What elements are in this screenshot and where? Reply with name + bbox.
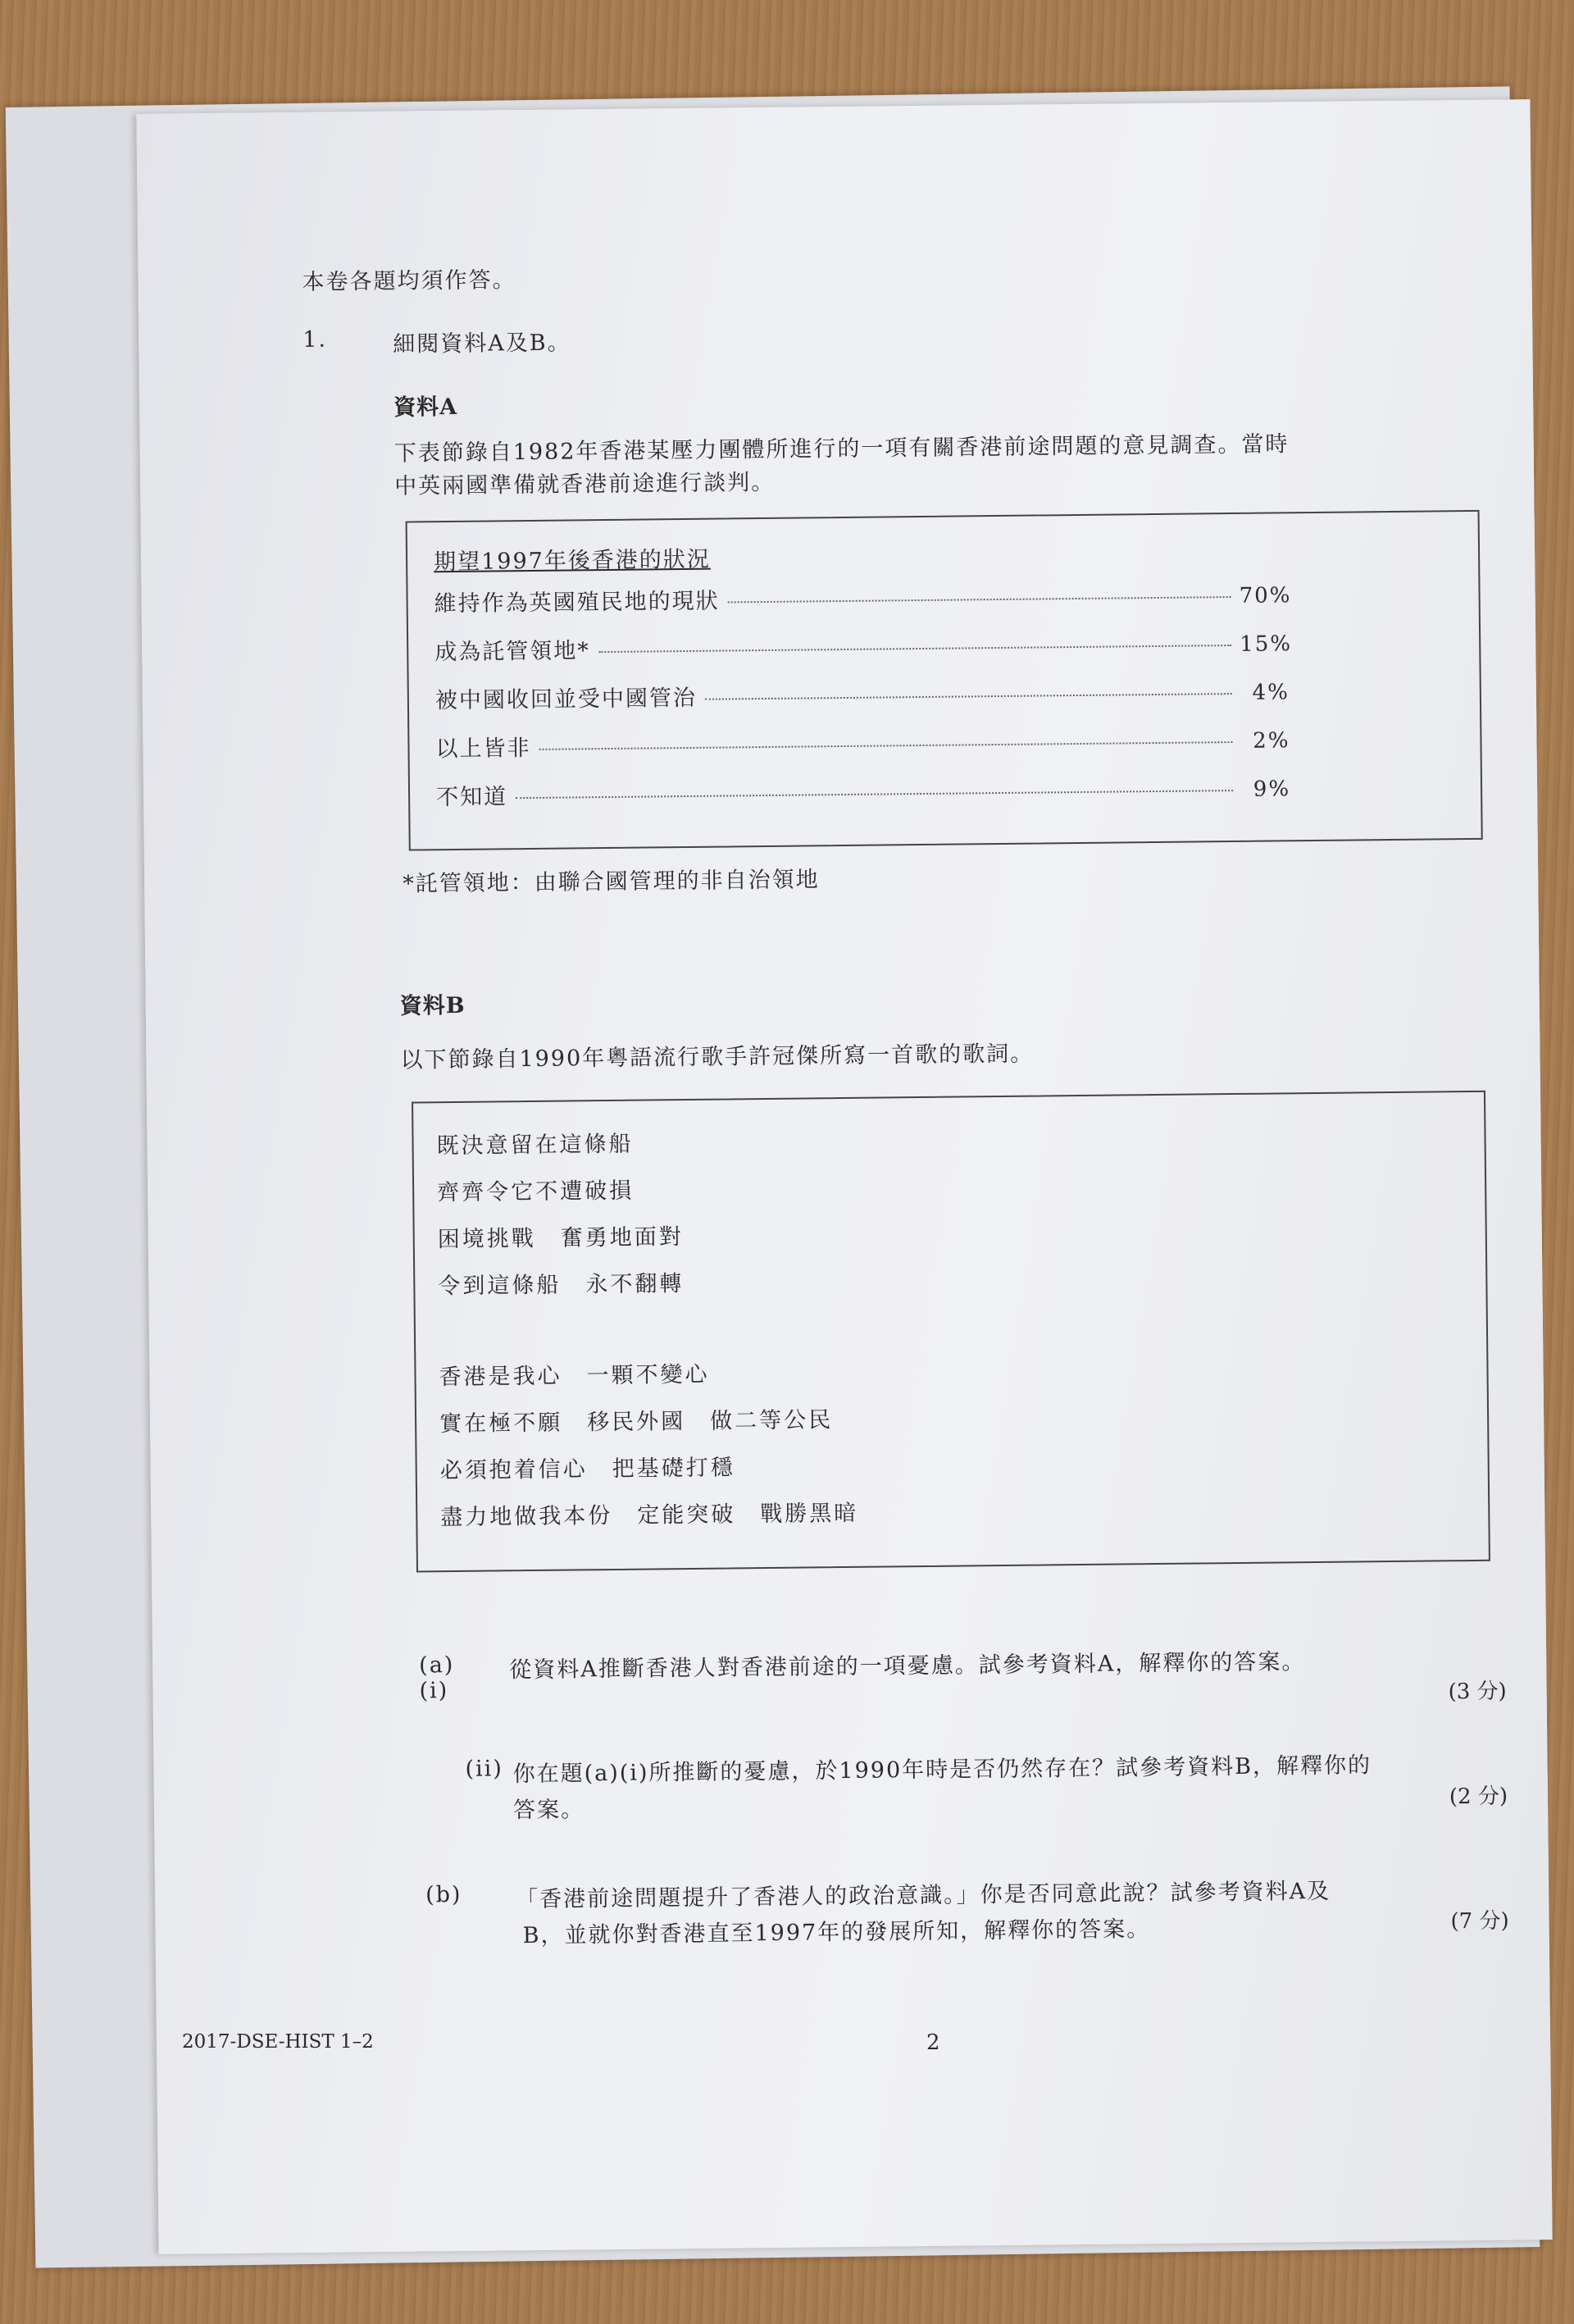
question-label: (ii): [465, 1756, 504, 1782]
page-number: 2: [926, 2030, 940, 2055]
question-text: B，並就你對香港直至1997年的發展所知，解釋你的答案。: [522, 1916, 1151, 1949]
poll-value: 70%: [1239, 583, 1292, 608]
dot-leader: [705, 693, 1232, 700]
source-a-desc-line: 下表節錄自1982年香港某壓力團體所進行的一項有關香港前途問題的意見調查。當時: [394, 431, 1290, 467]
marks-a-i: (3 分): [1448, 1679, 1507, 1705]
dot-leader: [539, 741, 1233, 750]
poll-row: [436, 768, 1455, 827]
lyric-line: 困境挑戰 奮勇地面對: [437, 1224, 684, 1253]
source-a-desc-line: 中英兩國準備就香港前途進行談判。: [394, 469, 776, 499]
question-intro: 細閱資料A及B。: [393, 330, 571, 358]
poll-value: 9%: [1253, 777, 1291, 802]
lyric-line: 盡力地做我本份 定能突破 戰勝黑暗: [440, 1500, 859, 1531]
poll-value: 4%: [1252, 680, 1290, 705]
marks-b: (7 分): [1450, 1908, 1509, 1934]
dot-leader: [728, 596, 1231, 603]
question-number: 1.: [303, 326, 328, 353]
lyric-line: 實在極不願 移民外國 做二等公民: [439, 1407, 834, 1438]
poll-title: 期望1997年後香港的狀況: [433, 546, 711, 576]
lyric-line: 令到這條船 永不翻轉: [438, 1271, 685, 1300]
question-label: (a) (i): [419, 1652, 455, 1704]
source-b-heading: 資料B: [399, 992, 466, 1019]
poll-label: 以上皆非: [435, 735, 531, 763]
source-a-description: [394, 426, 1485, 504]
poll-value: 15%: [1240, 631, 1293, 657]
footnote: *託管領地：由聯合國管理的非自治領地: [403, 867, 820, 897]
poll-table: [406, 510, 1483, 851]
poll-label: 維持作為英國殖民地的現狀: [434, 588, 720, 617]
lyric-line: 香港是我心 一顆不變心: [439, 1361, 710, 1391]
question-label: (b): [425, 1881, 462, 1908]
lyric-line: 必須抱着信心 把基礎打穩: [439, 1455, 735, 1484]
question-text: 你在題(a)(i)所推斷的憂慮，於1990年時是否仍然存在？試參考資料B，解釋你的: [512, 1752, 1372, 1788]
lyric-line: 既決意留在這條船: [436, 1131, 634, 1160]
source-a-heading: 資料A: [393, 394, 458, 421]
lyric-line: 齊齊令它不遭破損: [437, 1178, 635, 1206]
paper-code: 2017-DSE-HIST 1–2: [182, 2031, 374, 2053]
page-content: [302, 252, 1496, 1574]
source-b-description: 以下節錄自1990年粵語流行歌手許冠傑所寫一首歌的歌詞。: [400, 1041, 1035, 1073]
poll-label: 成為託管領地*: [434, 638, 590, 666]
instruction: 本卷各題均須作答。: [302, 267, 516, 295]
lyrics-box: [412, 1091, 1490, 1573]
marks-a-ii: (2 分): [1449, 1784, 1508, 1810]
poll-label: 被中國收回並受中國管治: [434, 685, 698, 714]
poll-label: 不知道: [435, 784, 508, 811]
question-text: 「香港前途問題提升了香港人的政治意識。」你是否同意此說？試參考資料A及: [516, 1878, 1331, 1913]
question-text: 答案。: [512, 1797, 585, 1824]
question-1: [303, 315, 1483, 359]
exam-page: [136, 99, 1552, 2254]
poll-value: 2%: [1253, 728, 1290, 754]
dot-leader: [516, 790, 1233, 799]
question-text: 從資料A推斷香港人對香港前途的一項憂慮。試參考資料A，解釋你的答案。: [509, 1649, 1306, 1684]
dot-leader: [598, 645, 1231, 653]
